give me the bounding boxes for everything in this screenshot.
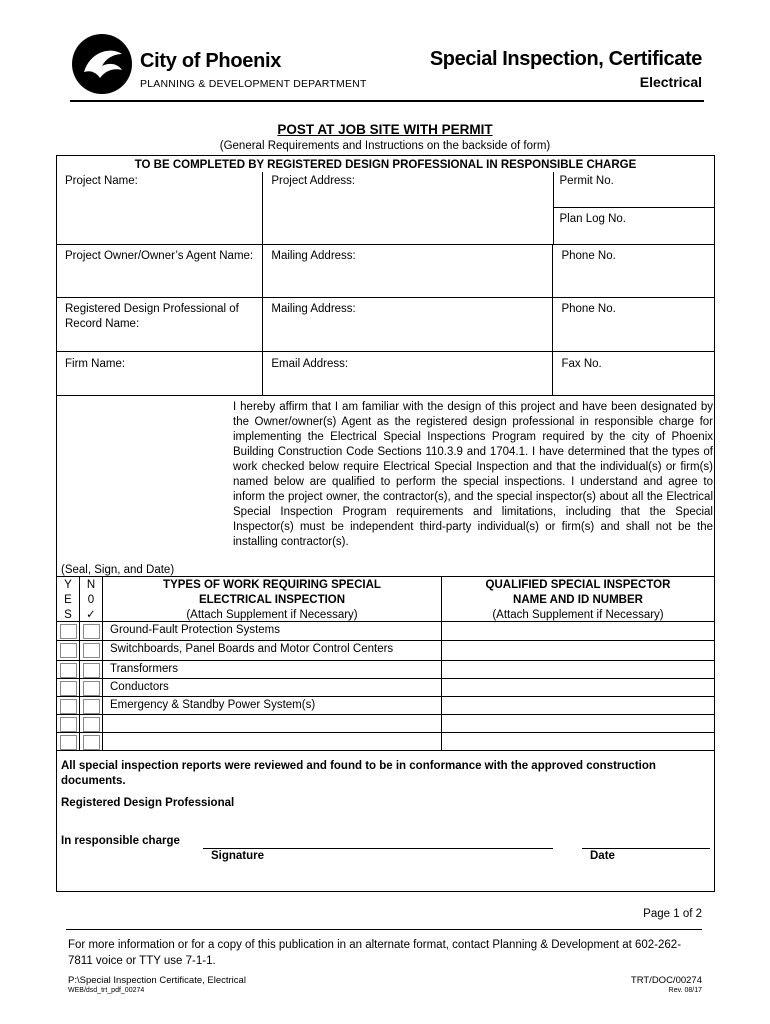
work-type-label: Emergency & Standby Power System(s) xyxy=(103,697,442,714)
certification-block xyxy=(57,751,714,891)
no-letter: N xyxy=(86,579,96,591)
no-checkbox[interactable] xyxy=(80,661,103,678)
no-checkbox[interactable] xyxy=(80,715,103,732)
rdp-label: Registered Design Professional xyxy=(61,797,235,809)
date-label: Date xyxy=(590,850,615,862)
file-path: P:\Special Inspection Certificate, Electrical xyxy=(68,975,246,986)
work-type-input[interactable] xyxy=(103,715,442,732)
table-row xyxy=(57,679,714,697)
inspector-input[interactable] xyxy=(442,715,714,732)
affirmation-text: I hereby affirm that I am familiar with the design of this project and have been designated by the Owner/owner(s) Agent as the registered design professional in responsible charge for implementing the Electrical Special Inspections Program required by the city of Phoenix Building Construction Code Sections 110.3.9 and 1704.1. I have determined that the types of work checked below require Electrical Special Inspection and that the individual(s) or firm(s) named below are qualified to perform the special inspections. I understand and agree to inform the project owner, the contractor(s), and the special inspector(s) about all the Electrical Special Inspection Program requirements and limitations, including that the Special Inspector(s) must be independent third-party individual(s) or firm(s) and shall not be the installing contractor(s). xyxy=(233,401,713,548)
inspector-heading-line2: NAME AND ID NUMBER xyxy=(513,594,643,606)
yes-letter: E xyxy=(64,594,72,606)
firm-name-field[interactable] xyxy=(57,352,263,395)
page-number: Page 1 of 2 xyxy=(643,908,702,920)
firm-name-label: Firm Name: xyxy=(65,358,126,370)
types-column-header xyxy=(103,577,442,621)
yes-checkbox[interactable] xyxy=(57,622,80,640)
inspector-input[interactable] xyxy=(442,697,714,714)
owner-row xyxy=(57,245,714,298)
org-name: City of Phoenix xyxy=(140,50,282,72)
email-field[interactable] xyxy=(263,352,553,395)
dept-name: PLANNING & DEVELOPMENT DEPARTMENT xyxy=(140,78,367,90)
rdp-phone-field[interactable] xyxy=(553,298,714,351)
rdp-row xyxy=(57,298,714,352)
responsible-charge-label: In responsible charge xyxy=(61,835,180,847)
permit-no-field[interactable] xyxy=(554,172,714,208)
yes-checkbox[interactable] xyxy=(57,641,80,660)
no-letter: 0 xyxy=(87,594,95,606)
inspector-input[interactable] xyxy=(442,641,714,660)
yes-checkbox[interactable] xyxy=(57,679,80,696)
seal-label: (Seal, Sign, and Date) xyxy=(61,564,175,576)
signature-line[interactable] xyxy=(203,848,553,849)
permit-log-cell xyxy=(554,172,714,244)
mailing-address-label: Mailing Address: xyxy=(271,250,356,262)
no-checkbox[interactable] xyxy=(80,697,103,714)
table-row xyxy=(57,697,714,715)
web-path: WEB/dsd_trt_pdf_00274 xyxy=(68,987,145,994)
document-title: Special Inspection, Certificate xyxy=(429,48,702,70)
revision: Rev. 08/17 xyxy=(668,987,702,994)
post-title: POST AT JOB SITE WITH PERMIT xyxy=(277,122,493,137)
page-header xyxy=(70,32,710,104)
inspector-input[interactable] xyxy=(442,622,714,640)
types-heading-line1: TYPES OF WORK REQUIRING SPECIAL xyxy=(163,579,381,591)
types-attach-note: (Attach Supplement if Necessary) xyxy=(186,609,358,621)
mailing-address-field[interactable] xyxy=(263,245,553,297)
firm-row xyxy=(57,352,714,396)
project-address-label: Project Address: xyxy=(271,175,356,187)
affirmation-area xyxy=(57,396,714,576)
phone-label: Phone No. xyxy=(561,250,616,262)
yes-checkbox[interactable] xyxy=(57,715,80,732)
types-heading-line2: ELECTRICAL INSPECTION xyxy=(198,594,346,606)
checkmark-icon: ✓ xyxy=(86,609,96,621)
doc-code: TRT/DOC/00274 xyxy=(630,975,702,986)
owner-agent-label: Project Owner/Owner’s Agent Name: xyxy=(65,250,254,262)
types-table-header xyxy=(57,576,714,622)
inspector-input[interactable] xyxy=(442,679,714,696)
project-address-field[interactable] xyxy=(263,172,553,244)
signature-label: Signature xyxy=(211,850,265,862)
footer-divider xyxy=(66,929,702,930)
project-name-label: Project Name: xyxy=(65,175,138,187)
inspector-input[interactable] xyxy=(442,733,714,750)
fax-label: Fax No. xyxy=(561,358,602,370)
work-type-label: Ground-Fault Protection Systems xyxy=(103,622,442,640)
yes-letter: Y xyxy=(64,579,72,591)
contact-info: For more information or for a copy of this publication in an alternate format, contact Planning & Development at 602-262-7811 voice or TTY use 7-1-1. xyxy=(68,939,682,967)
rdp-phone-label: Phone No. xyxy=(561,303,616,315)
phone-field[interactable] xyxy=(553,245,714,297)
inspector-column-header xyxy=(442,577,714,621)
yes-letter: S xyxy=(64,609,72,621)
yes-column-header xyxy=(57,577,80,621)
section-heading: TO BE COMPLETED BY REGISTERED DESIGN PROFESSIONAL IN RESPONSIBLE CHARGE xyxy=(134,159,637,171)
project-name-field[interactable] xyxy=(57,172,263,244)
table-row xyxy=(57,661,714,679)
project-row xyxy=(57,172,714,245)
phoenix-bird-logo-icon xyxy=(70,32,134,96)
yes-checkbox[interactable] xyxy=(57,733,80,750)
inspector-attach-note: (Attach Supplement if Necessary) xyxy=(492,609,664,621)
table-row xyxy=(57,622,714,641)
no-checkbox[interactable] xyxy=(80,679,103,696)
inspector-input[interactable] xyxy=(442,661,714,678)
inspection-form xyxy=(56,155,715,892)
post-subtitle: (General Requirements and Instructions on the backside of form) xyxy=(219,140,551,152)
conformance-statement: All special inspection reports were reviewed and found to be in conformance with the approved construction documents. xyxy=(61,760,656,787)
table-row xyxy=(57,733,714,751)
inspector-heading-line1: QUALIFIED SPECIAL INSPECTOR xyxy=(485,579,671,591)
rdp-mailing-address-label: Mailing Address: xyxy=(271,303,356,315)
rdp-mailing-address-field[interactable] xyxy=(263,298,553,351)
table-row xyxy=(57,715,714,733)
yes-checkbox[interactable] xyxy=(57,697,80,714)
no-checkbox[interactable] xyxy=(80,622,103,640)
work-types-list xyxy=(57,622,714,751)
header-divider xyxy=(70,100,704,102)
no-checkbox[interactable] xyxy=(80,733,103,750)
plan-log-no-field[interactable] xyxy=(554,208,714,231)
work-type-input[interactable] xyxy=(103,733,442,750)
email-label: Email Address: xyxy=(271,358,349,370)
no-checkbox[interactable] xyxy=(80,641,103,660)
work-type-label: Switchboards, Panel Boards and Motor Control Centers xyxy=(103,641,442,660)
no-column-header xyxy=(80,577,103,621)
permit-no-label: Permit No. xyxy=(559,175,614,187)
rdp-name-field[interactable] xyxy=(57,298,263,351)
document-subtitle: Electrical xyxy=(639,74,702,90)
work-type-label: Transformers xyxy=(103,661,442,678)
rdp-name-label: Registered Design Professional of Record Name: xyxy=(65,303,239,330)
date-line[interactable] xyxy=(582,848,710,849)
fax-field[interactable] xyxy=(553,352,714,395)
table-row xyxy=(57,641,714,661)
yes-checkbox[interactable] xyxy=(57,661,80,678)
owner-agent-field[interactable] xyxy=(57,245,263,297)
work-type-label: Conductors xyxy=(103,679,442,696)
plan-log-no-label: Plan Log No. xyxy=(559,213,627,225)
